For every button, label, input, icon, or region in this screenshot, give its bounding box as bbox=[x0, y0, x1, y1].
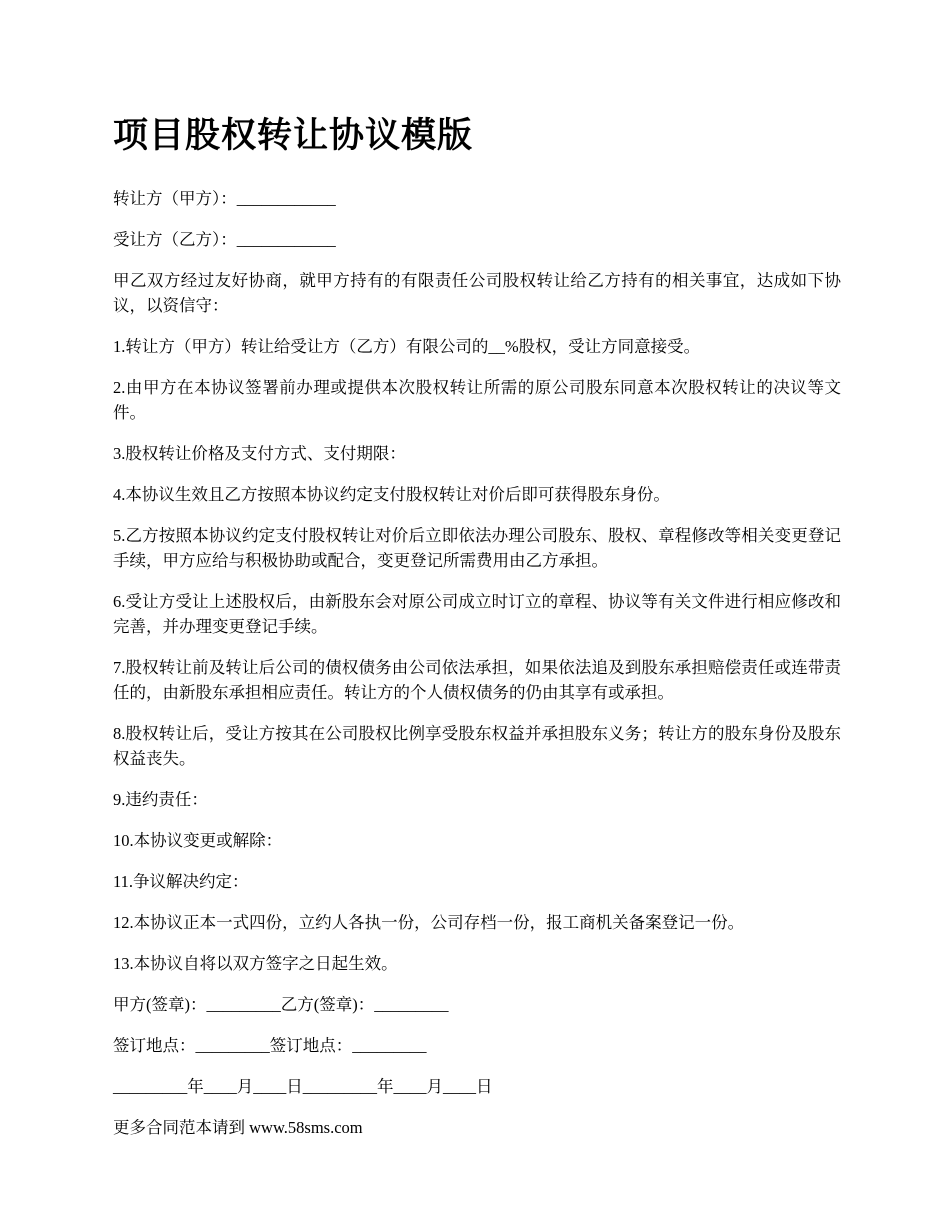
clause-12: 12.本协议正本一式四份，立约人各执一份，公司存档一份，报工商机关备案登记一份。 bbox=[113, 913, 745, 932]
clause-11: 11.争议解决约定： bbox=[113, 872, 249, 891]
preamble-paragraph: 甲乙双方经过友好协商，就甲方持有的有限责任公司股权转让给乙方持有的相关事宜，达成如下协议，以资信守： bbox=[113, 271, 841, 315]
clause-7: 7.股权转让前及转让后公司的债权债务由公司依法承担，如果依法追及到股东承担赔偿责任或连带责任的，由新股东承担相应责任。转让方的个人债权债务的仍由其享有或承担。 bbox=[113, 658, 841, 702]
clause-3: 3.股权转让价格及支付方式、支付期限： bbox=[113, 444, 406, 463]
transferor-line: 转让方（甲方）：____________ bbox=[113, 189, 336, 208]
clause-8: 8.股权转让后，受让方按其在公司股权比例享受股东权益并承担股东义务；转让方的股东身份及股东权益丧失。 bbox=[113, 724, 841, 768]
document-title: 项目股权转让协议模版 bbox=[113, 116, 474, 156]
clause-13: 13.本协议自将以双方签字之日起生效。 bbox=[113, 954, 398, 973]
clause-9: 9.违约责任： bbox=[113, 790, 208, 809]
transferee-line: 受让方（乙方）：____________ bbox=[113, 230, 336, 249]
clause-2: 2.由甲方在本协议签署前办理或提供本次股权转让所需的原公司股东同意本次股权转让的决议等文件。 bbox=[113, 378, 841, 422]
clause-1: 1.转让方（甲方）转让给受让方（乙方）有限公司的__%股权，受让方同意接受。 bbox=[113, 337, 701, 356]
footer-link-text: 更多合同范本请到 www.58sms.com bbox=[113, 1118, 363, 1137]
clause-10: 10.本协议变更或解除： bbox=[113, 831, 283, 850]
signature-line: 甲方(签章)：_________乙方(签章)：_________ bbox=[113, 995, 449, 1014]
clause-6: 6.受让方受让上述股权后，由新股东会对原公司成立时订立的章程、协议等有关文件进行相应修改和完善，并办理变更登记手续。 bbox=[113, 592, 841, 636]
clause-4: 4.本协议生效且乙方按照本协议约定支付股权转让对价后即可获得股东身份。 bbox=[113, 485, 670, 504]
clause-5: 5.乙方按照本协议约定支付股权转让对价后立即依法办理公司股东、股权、章程修改等相关变更登记手续，甲方应给与积极协助或配合，变更登记所需费用由乙方承担。 bbox=[113, 526, 841, 570]
date-line: _________年____月____日_________年____月____日 bbox=[113, 1077, 493, 1096]
signing-place-line: 签订地点：_________签订地点：_________ bbox=[113, 1036, 427, 1055]
document-page bbox=[113, 108, 841, 1156]
